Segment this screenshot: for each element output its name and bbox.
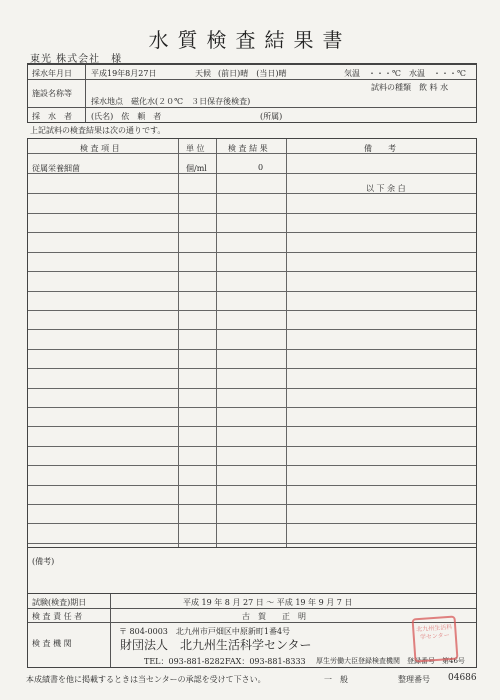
row-divider [28, 329, 476, 330]
responsible-name: 古 賀 正 明 [242, 612, 306, 621]
registration-number: 厚生労働大臣登録検査機関 登録番号 第46号 [316, 657, 465, 665]
header-result: 検 査 結 果 [228, 144, 268, 153]
row-divider [28, 153, 476, 154]
sampling-point: 採水地点 磁化水(２０℃ ３日保存後検査) [91, 97, 251, 106]
row-item: 従属栄養細菌 [32, 164, 80, 173]
inspection-info-box [27, 594, 477, 668]
row-unit: 個/ml [186, 164, 207, 173]
result-intro-note: 上記試料の検査結果は次の通りです。 [30, 126, 166, 135]
client-name: 東光 株式会社 様 [30, 54, 123, 65]
row-divider [28, 349, 476, 350]
row-divider [28, 543, 476, 544]
weather-value: (前日)晴 (当日)晴 [218, 69, 287, 78]
exam-period: 平成 19 年 8 月 27 日 〜 平成 19 年 9 月 7 日 [183, 598, 353, 607]
row-divider [28, 388, 476, 389]
institution-name: 財団法人 北九州生活科学センター [120, 638, 312, 652]
responsible-label: 検 査 責 任 者 [32, 612, 83, 621]
row-divider [28, 310, 476, 311]
institution-tel: TEL：093-881-8282 [144, 657, 225, 666]
water-temperature: 水温 ・・・℃ [409, 69, 466, 78]
sampler-affiliation: (所属) [260, 112, 283, 121]
divider [85, 65, 86, 122]
sampling-date-label: 採水年月日 [32, 69, 72, 78]
document-title: 水質検査結果書 [148, 28, 352, 52]
header-info-box [27, 64, 477, 123]
row-divider [28, 504, 476, 505]
serial-label: 整理番号 [398, 675, 430, 684]
header-remark: 備 考 [364, 144, 396, 153]
row-divider [28, 485, 476, 486]
row-divider [28, 252, 476, 253]
divider [28, 107, 476, 108]
divider [28, 79, 476, 80]
row-divider [28, 291, 476, 292]
remarks-label: (備考) [32, 557, 55, 566]
institution-fax: FAX：093-881-8333 [225, 657, 306, 666]
remarks-box [27, 548, 477, 594]
row-divider [28, 213, 476, 214]
row-divider [28, 193, 476, 194]
row-divider [28, 173, 476, 174]
row-divider [28, 407, 476, 408]
institution-label: 検 査 機 関 [32, 639, 72, 648]
footer-category: 一 般 [324, 675, 348, 684]
official-seal-stamp [412, 616, 459, 663]
serial-number: 04686 [448, 673, 477, 683]
row-divider [28, 426, 476, 427]
exam-period-label: 試験(検査)期日 [32, 598, 87, 607]
row-divider [28, 446, 476, 447]
header-item: 検 査 項 目 [80, 144, 120, 153]
sampler-label: 採 水 者 [32, 112, 72, 121]
sampling-date: 平成19年8月27日 [91, 69, 157, 78]
row-divider [28, 271, 476, 272]
air-temperature: 気温 ・・・℃ [344, 69, 401, 78]
row-result: 0 [258, 163, 264, 172]
row-divider [28, 368, 476, 369]
divider [28, 608, 476, 609]
row-divider [28, 232, 476, 233]
results-table [27, 138, 477, 548]
footer-notice: 本成績書を他に掲載するときは当センターの承認を受けて下さい。 [26, 675, 266, 684]
sample-type: 試料の種類 飲 料 水 [371, 83, 449, 92]
blank-note: 以 下 余 白 [366, 184, 406, 193]
institution-address: 〒 804-0003 北九州市戸畑区中原新町1番4号 [119, 627, 291, 636]
facility-label: 施設名称等 [32, 89, 72, 98]
divider [110, 594, 111, 667]
divider [28, 622, 476, 623]
sampler-name: (氏名) 依 頼 者 [91, 112, 162, 121]
row-divider [28, 523, 476, 524]
header-unit: 単 位 [186, 144, 205, 153]
row-divider [28, 465, 476, 466]
stamp-text: 北九州生活科学センター [416, 623, 453, 642]
weather-label: 天候 [195, 69, 211, 78]
